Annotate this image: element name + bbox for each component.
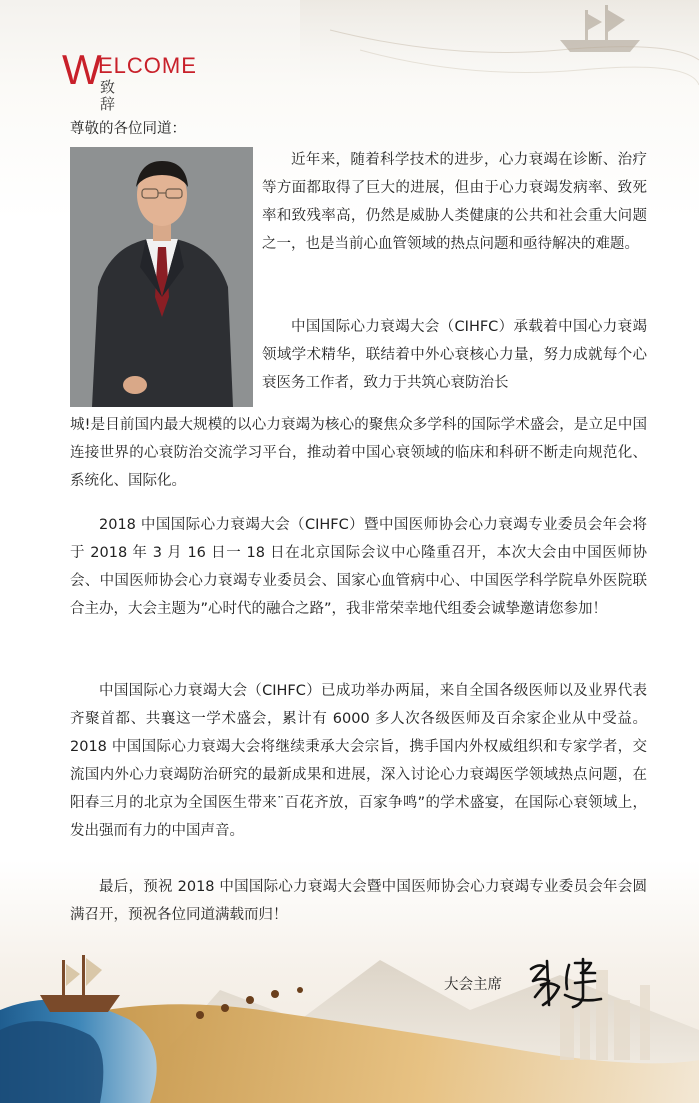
paragraph-cihfc-part1: 中国国际心力衰竭大会（CIHFC）承载着中国心力衰竭领域学术精华，联结着中外心衰核心力量，努力成就每个心衰医务工作者，致力于共筑心衰防治长 (262, 319, 647, 391)
portrait-icon (70, 147, 253, 407)
welcome-chinese: 致辞 (100, 78, 119, 113)
paragraph-closing: 最后，预祝 2018 中国国际心力衰竭大会暨中国医师协会心力衰竭专业委员会年会圆满召开，预祝各位同道满载而归！ (70, 879, 647, 923)
paragraph-intro: 近年来，随着科学技术的进步，心力衰竭在诊断、治疗等方面都取得了巨大的进展，但由于心力衰竭发病率、致死率和致残率高，仍然是威胁人类健康的公共和社会重大问题之一，也是当前心血管领域的热点问题和亟待解决的难题。 (262, 152, 647, 252)
signature-image (525, 955, 605, 1011)
welcome-initial: W (62, 46, 102, 93)
chairman-photo (70, 147, 253, 407)
paragraph-2018-meeting: 2018 中国国际心力衰竭大会（CIHFC）暨中国医师协会心力衰竭专业委员会年会将于 2018 年 3 月 16 日一 18 日在北京国际会议中心隆重召开，本次大会由中国医师协会、中国医师协会心力衰竭专业委员会、国家心血管病中心、中国医学科学院阜外医院联合主办，大会主题为”心时代的融合之路”，我非常荣幸地代组委会诚挚邀请您参加！ (70, 517, 647, 617)
paragraph-cihfc-part2: 城!是目前国内最大规模的以心力衰竭为核心的聚焦众多学科的国际学术盛会，是立足中国连接世界的心衰防治交流学习平台，推动着中国心衰领域的临床和科研不断走向规范化、系统化、国际化。 (70, 417, 647, 489)
greeting: 尊敬的各位同道： (70, 121, 186, 137)
signer-title: 大会主席 (444, 977, 502, 993)
paragraph-history: 中国国际心力衰竭大会（CIHFC）已成功举办两届，来自全国各级医师以及业界代表齐聚首都、共襄这一学术盛会，累计有 6000 多人次各级医师及百余家企业从中受益。2018 中国国际心力衰竭大会将继续秉承大会宗旨，携手国内外权威组织和专家学者，交流国内外心力衰竭防治研究的最新成果和进展，深入讨论心力衰竭医学领域热点问题，在阳春三月的北京为全国医生带来¨百花齐放，百家争鸣”的学术盛宴，在国际心衰领域上，发出强而有力的中国声音。 (70, 683, 647, 839)
welcome-rest: ELCOME (98, 53, 197, 78)
